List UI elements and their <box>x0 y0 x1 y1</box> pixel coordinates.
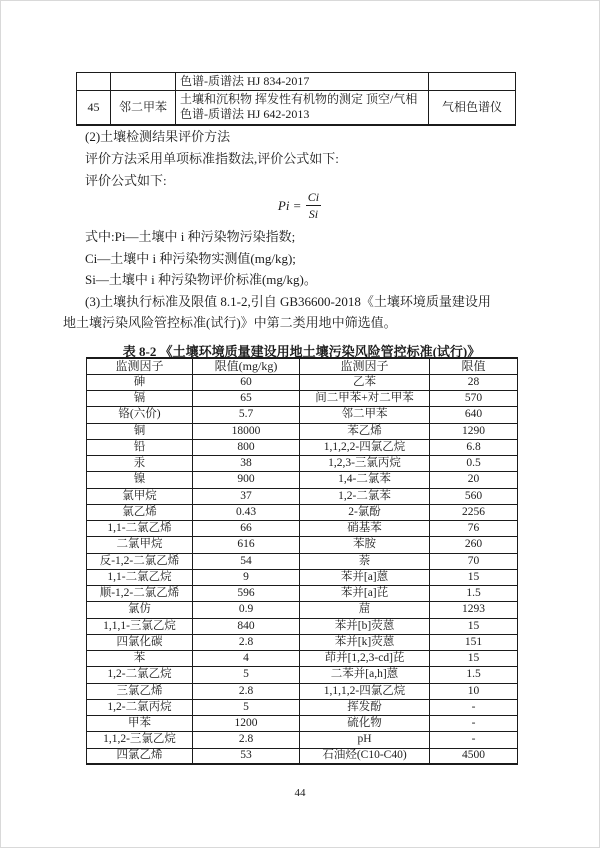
table-cell: 800 <box>193 439 300 455</box>
formula-equals: = <box>293 197 301 213</box>
table-cell: 氯仿 <box>87 602 193 618</box>
table-cell: 1,1,2,2-四氯乙烷 <box>300 439 430 455</box>
paragraph-eval-method: 评价方法采用单项标准指数法,评价公式如下: <box>85 151 339 166</box>
table-cell: 640 <box>430 407 518 423</box>
table-cell: 76 <box>430 521 518 537</box>
table-cell: 色谱-质谱法 HJ 834-2017 <box>176 73 429 91</box>
table-row <box>87 537 518 553</box>
table-row <box>87 732 518 748</box>
table-cell: 1,4-二氯苯 <box>300 472 430 488</box>
table-cell: 840 <box>193 618 300 634</box>
table-cell: 616 <box>193 537 300 553</box>
table-header-row <box>87 358 518 374</box>
table-cell: 2.8 <box>193 634 300 650</box>
table-cell: 铅 <box>87 439 193 455</box>
table-cell: 䓛 <box>300 602 430 618</box>
table-cell: 2256 <box>430 504 518 520</box>
table-row <box>87 521 518 537</box>
column-header: 限值 <box>430 358 518 374</box>
table-cell: 9 <box>193 569 300 585</box>
formula-fraction <box>305 191 322 220</box>
table-cell: 二苯并[a,h]蒽 <box>300 667 430 683</box>
table-cell: 汞 <box>87 456 193 472</box>
table-cell: 苯并[a]蒽 <box>300 569 430 585</box>
table-cell: 2.8 <box>193 732 300 748</box>
table-cell: 邻二甲苯 <box>300 407 430 423</box>
table-cell: 1,1,1-三氯乙烷 <box>87 618 193 634</box>
table-cell: 4500 <box>430 748 518 764</box>
table-cell: 560 <box>430 488 518 504</box>
table-cell: 15 <box>430 569 518 585</box>
table-row <box>87 423 518 439</box>
table-cell: 反-1,2-二氯乙烯 <box>87 553 193 569</box>
table-row <box>87 504 518 520</box>
table-row <box>87 586 518 602</box>
table-cell: - <box>430 716 518 732</box>
table-cell: 60 <box>193 374 300 390</box>
table-cell <box>429 73 516 91</box>
table-row <box>87 667 518 683</box>
table-cell: 1,1,2-三氯乙烷 <box>87 732 193 748</box>
table-8-2-title: 表 8-2 《土壤环境质量建设用地土壤污染风险管控标准(试行)》 <box>122 344 481 359</box>
table-row <box>87 456 518 472</box>
table-cell: 53 <box>193 748 300 764</box>
table-cell: 二氯甲烷 <box>87 537 193 553</box>
definition-ci: Ci—土壤中 i 种污染物实测值(mg/kg); <box>85 251 296 266</box>
table-cell: 65 <box>193 391 300 407</box>
table-cell: 萘 <box>300 553 430 569</box>
paragraph-standard-line1: (3)土壤执行标准及限值 8.1-2,引自 GB36600-2018《土壤环境质量建设用 <box>85 294 491 309</box>
table-cell: 四氯化碳 <box>87 634 193 650</box>
table-row <box>77 73 516 91</box>
table-cell: 10 <box>430 683 518 699</box>
table-cell: 0.9 <box>193 602 300 618</box>
table-cell: 37 <box>193 488 300 504</box>
table-cell: 1290 <box>430 423 518 439</box>
table-row <box>87 472 518 488</box>
table-cell: 6.8 <box>430 439 518 455</box>
definition-si: Si—土壤中 i 种污染物评价标准(mg/kg)。 <box>85 272 317 287</box>
table-cell: 2.8 <box>193 683 300 699</box>
table-cell: 38 <box>193 456 300 472</box>
formula-numerator: Ci <box>307 190 320 204</box>
table-cell: 1,2,3-三氯丙烷 <box>300 456 430 472</box>
table-cell: 气相色谱仪 <box>429 91 516 125</box>
table-cell: 900 <box>193 472 300 488</box>
column-header: 限值(mg/kg) <box>193 358 300 374</box>
table-cell: 4 <box>193 651 300 667</box>
table-cell: 镍 <box>87 472 193 488</box>
section-heading-2: (2)土壤检测结果评价方法 <box>85 129 231 144</box>
definition-pi: 式中:Pi—土壤中 i 种污染物污染指数; <box>85 229 296 244</box>
table-cell: 四氯乙烯 <box>87 748 193 764</box>
table-row <box>87 602 518 618</box>
table-cell: 1,1,1,2-四氯乙烷 <box>300 683 430 699</box>
table-cell: 顺-1,2-二氯乙烯 <box>87 586 193 602</box>
table-cell: 土壤和沉积物 挥发性有机物的测定 顶空/气相色谱-质谱法 HJ 642-2013 <box>176 91 429 125</box>
table-row <box>87 651 518 667</box>
paragraph-eval-formula-intro: 评价公式如下: <box>85 173 167 188</box>
table-cell: 1,2-二氯苯 <box>300 488 430 504</box>
table-cell: 挥发酚 <box>300 699 430 715</box>
table-cell: 2-氯酚 <box>300 504 430 520</box>
table-cell: 茚并[1,2,3-cd]芘 <box>300 651 430 667</box>
analysis-method-table <box>76 72 516 126</box>
table-cell: 15 <box>430 618 518 634</box>
table-cell <box>111 73 176 91</box>
formula-denominator: Si <box>306 205 321 220</box>
table-cell: 邻二甲苯 <box>111 91 176 125</box>
table-cell: 1,1-二氯乙烷 <box>87 569 193 585</box>
table-row <box>87 391 518 407</box>
table-row <box>87 618 518 634</box>
paragraph-standard-line2: 地土壤污染风险管控标准(试行)》中第二类用地中筛选值。 <box>63 315 397 330</box>
table-cell: 0.5 <box>430 456 518 472</box>
table-row <box>87 683 518 699</box>
table-cell: 1,2-二氯乙烷 <box>87 667 193 683</box>
table-cell: 596 <box>193 586 300 602</box>
table-cell: - <box>430 699 518 715</box>
table-row <box>77 91 516 125</box>
table-row <box>87 488 518 504</box>
table-cell: 20 <box>430 472 518 488</box>
table-cell: 70 <box>430 553 518 569</box>
table-cell: 甲苯 <box>87 716 193 732</box>
table-cell: 铬(六价) <box>87 407 193 423</box>
table-cell: 1293 <box>430 602 518 618</box>
formula-lhs: Pi <box>277 197 290 213</box>
formula-pi-equation <box>0 191 600 220</box>
table-cell: 1,2-二氯丙烷 <box>87 699 193 715</box>
table-row <box>87 407 518 423</box>
table-cell: 18000 <box>193 423 300 439</box>
table-cell: 5 <box>193 699 300 715</box>
table-cell: 间二甲苯+对二甲苯 <box>300 391 430 407</box>
table-cell: 硝基苯 <box>300 521 430 537</box>
table-cell: 1.5 <box>430 586 518 602</box>
table-row <box>87 748 518 764</box>
table-cell: 1,1-二氯乙烯 <box>87 521 193 537</box>
table-cell: 三氯乙烯 <box>87 683 193 699</box>
table-cell: 苯胺 <box>300 537 430 553</box>
table-row <box>87 699 518 715</box>
table-cell: 0.43 <box>193 504 300 520</box>
table-cell: 乙苯 <box>300 374 430 390</box>
table-cell: 5.7 <box>193 407 300 423</box>
table-cell: 苯并[b]荧蒽 <box>300 618 430 634</box>
table-row <box>87 569 518 585</box>
table-cell: 1.5 <box>430 667 518 683</box>
table-row <box>87 634 518 650</box>
table-row <box>87 716 518 732</box>
table-cell: 45 <box>77 91 111 125</box>
table-cell: - <box>430 732 518 748</box>
table-cell: 苯 <box>87 651 193 667</box>
table-cell: 570 <box>430 391 518 407</box>
table-cell: 苯乙烯 <box>300 423 430 439</box>
table-cell: 151 <box>430 634 518 650</box>
table-cell: 1200 <box>193 716 300 732</box>
table-cell: 苯并[a]芘 <box>300 586 430 602</box>
table-cell: 铜 <box>87 423 193 439</box>
column-header: 监测因子 <box>300 358 430 374</box>
table-row <box>87 553 518 569</box>
table-cell: 54 <box>193 553 300 569</box>
table-cell: 氯甲烷 <box>87 488 193 504</box>
table-cell: 砷 <box>87 374 193 390</box>
table-cell: 28 <box>430 374 518 390</box>
table-cell: 15 <box>430 651 518 667</box>
table-cell <box>77 73 111 91</box>
table-cell: 氯乙烯 <box>87 504 193 520</box>
table-row <box>87 439 518 455</box>
table-cell: 66 <box>193 521 300 537</box>
table-cell: 石油烃(C10-C40) <box>300 748 430 764</box>
table-row <box>87 374 518 390</box>
soil-risk-control-standard-table <box>86 357 518 765</box>
table-cell: pH <box>300 732 430 748</box>
page-number: 44 <box>294 787 306 799</box>
table-cell: 镉 <box>87 391 193 407</box>
table-cell: 260 <box>430 537 518 553</box>
table-cell: 苯并[k]荧蒽 <box>300 634 430 650</box>
table-cell: 硫化物 <box>300 716 430 732</box>
table-cell: 5 <box>193 667 300 683</box>
column-header: 监测因子 <box>87 358 193 374</box>
